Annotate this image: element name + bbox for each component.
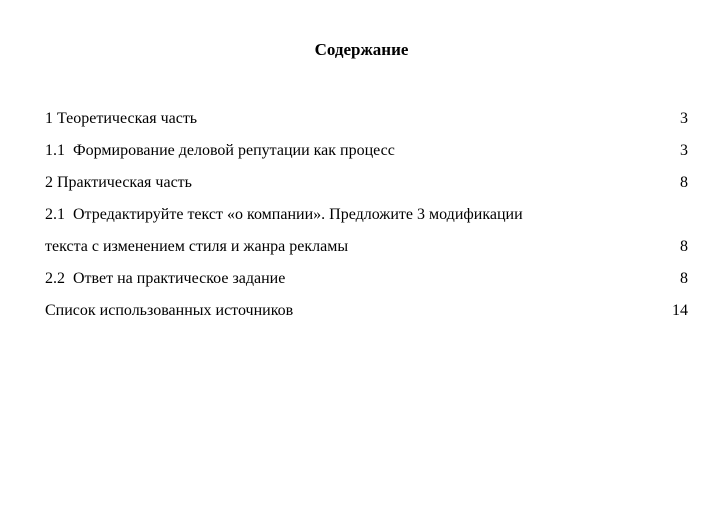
toc-entry-text: 1 Теоретическая часть <box>45 110 198 127</box>
toc-entry-page: 8 <box>680 270 688 287</box>
toc-entry-text: Список использованных источников <box>45 302 294 319</box>
toc-entry-page: 8 <box>680 238 688 255</box>
toc-entry <box>45 167 688 199</box>
toc-title: Содержание <box>314 40 409 59</box>
toc-entry <box>45 263 688 295</box>
toc-entry-page: 8 <box>680 174 688 191</box>
toc-entry <box>45 295 688 327</box>
toc-entry <box>45 103 688 135</box>
toc-entry-text: 2.1 Отредактируйте текст «о компании». Предложите 3 модификации текста с изменением стиля и жанра рекламы <box>45 206 523 255</box>
toc-entry <box>45 135 688 167</box>
toc-entry-text: 2.2 Ответ на практическое задание <box>45 270 286 287</box>
toc-entry-page: 14 <box>672 302 688 319</box>
toc-entry-page: 3 <box>680 142 688 159</box>
table-of-contents <box>45 103 688 327</box>
toc-entry-page: 3 <box>680 110 688 127</box>
toc-entry-text: 2 Практическая часть <box>45 174 192 191</box>
toc-entry <box>45 199 688 263</box>
toc-entry-text: 1.1 Формирование деловой репутации как процесс <box>45 142 395 159</box>
